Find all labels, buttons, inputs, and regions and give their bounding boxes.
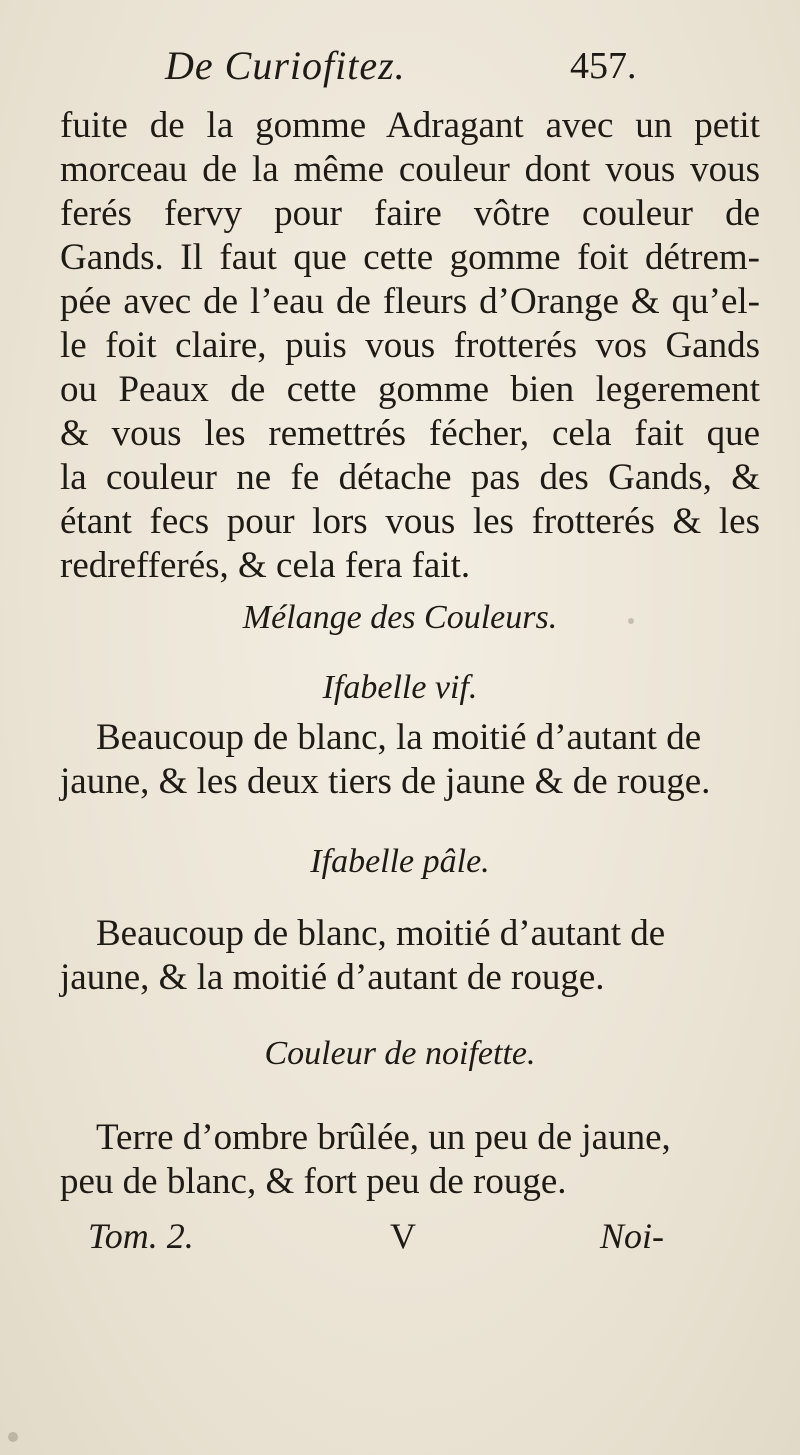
page-header bbox=[0, 42, 800, 102]
text-line: le foit claire, puis vous frotterés vos Gands bbox=[60, 325, 760, 366]
text-line: ou Peaux de cette gomme bien legerement bbox=[60, 369, 760, 410]
text-line: fuite de la gomme Adragant avec un petit bbox=[60, 105, 760, 146]
text-line: jaune, & les deux tiers de jaune & de rouge. bbox=[60, 761, 711, 802]
volume-signature: Tom. 2. bbox=[88, 1216, 194, 1256]
text-line: pée avec de l’eau de fleurs d’Orange & qu’el- bbox=[60, 281, 760, 322]
recipe-title: Ifabelle pâle. bbox=[310, 843, 490, 880]
text-line: redrefferés, & cela fera fait. bbox=[60, 545, 471, 586]
text-line: Beaucoup de blanc, moitié d’autant de bbox=[96, 913, 666, 954]
running-title: De Curiofitez. bbox=[165, 43, 406, 88]
catchword: Noi- bbox=[600, 1216, 665, 1256]
text-line: la couleur ne fe détache pas des Gands, & bbox=[60, 457, 760, 498]
text-line: morceau de la même couleur dont vous vous bbox=[60, 149, 760, 190]
signature-letter: V bbox=[390, 1216, 416, 1256]
text-line: Terre d’ombre brûlée, un peu de jaune, bbox=[96, 1117, 671, 1158]
text-line: ferés fervy pour faire vôtre couleur de bbox=[60, 193, 760, 234]
recipe-title: Couleur de noifette. bbox=[264, 1035, 536, 1072]
page-number: 457. bbox=[570, 45, 637, 87]
recipe-title: Ifabelle vif. bbox=[322, 669, 478, 706]
section-title: Mélange des Couleurs. bbox=[242, 599, 558, 636]
text-line: étant fecs pour lors vous les frotterés & les bbox=[60, 501, 760, 542]
text-line: & vous les remettrés fécher, cela fait que bbox=[60, 413, 760, 454]
paper-blemish bbox=[8, 1432, 18, 1442]
text-line: Beaucoup de blanc, la moitié d’autant de bbox=[96, 717, 702, 758]
text-line: Gands. Il faut que cette gomme foit détrem- bbox=[60, 237, 760, 278]
page-footer bbox=[0, 1215, 800, 1265]
text-line: jaune, & la moitié d’autant de rouge. bbox=[60, 957, 605, 998]
paper-blemish bbox=[628, 618, 634, 624]
text-line: peu de blanc, & fort peu de rouge. bbox=[60, 1161, 567, 1202]
